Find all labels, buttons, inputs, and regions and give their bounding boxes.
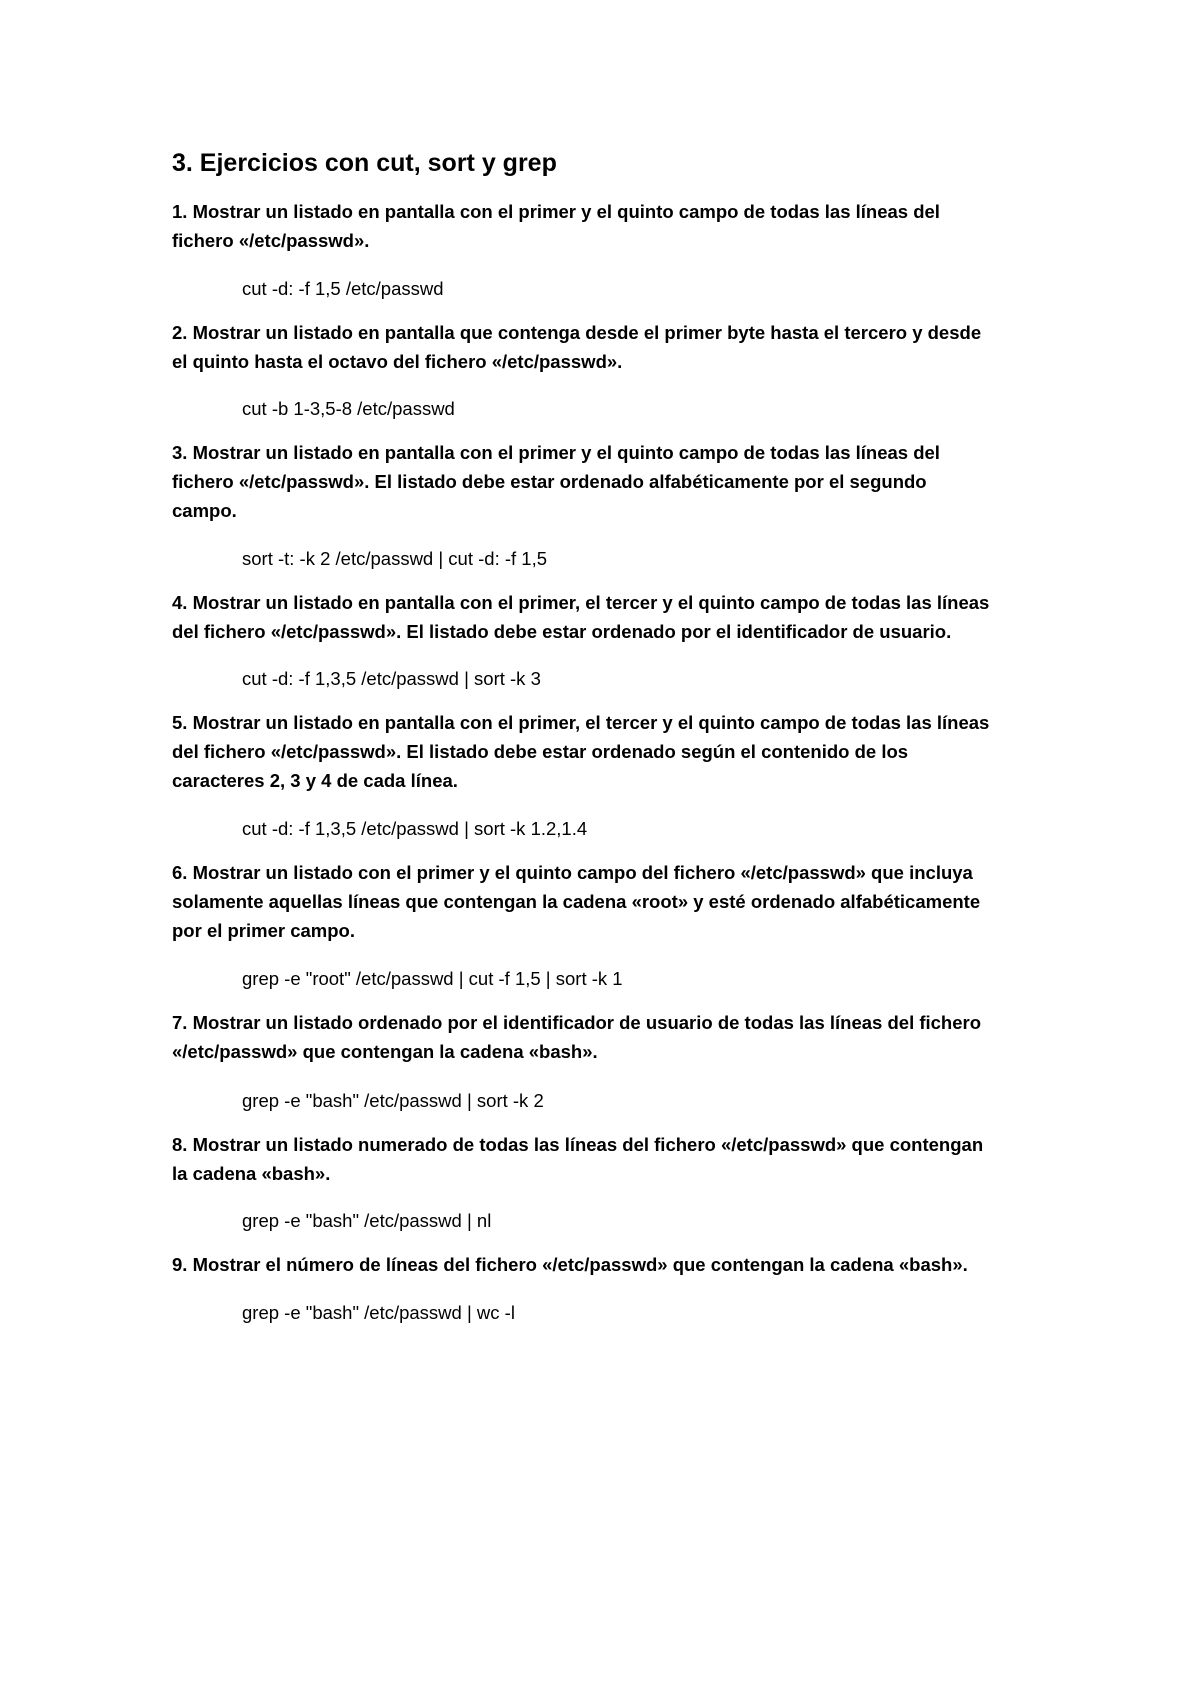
exercise-line: fichero «/etc/passwd». <box>172 230 370 251</box>
exercise-line: «/etc/passwd» que contengan la cadena «bash». <box>172 1041 598 1062</box>
exercise-6-command: grep -e "root" /etc/passwd | cut -f 1,5 | sort -k 1 <box>242 968 623 989</box>
exercise-line: 9. Mostrar el número de líneas del fichero «/etc/passwd» que contengan la cadena «bash». <box>172 1254 968 1275</box>
exercise-line: campo. <box>172 500 237 521</box>
exercise-line: 5. Mostrar un listado en pantalla con el primer, el tercer y el quinto campo de todas las líneas <box>172 712 990 733</box>
exercise-line: 6. Mostrar un listado con el primer y el quinto campo del fichero «/etc/passwd» que incluya <box>172 862 973 883</box>
exercise-line: del fichero «/etc/passwd». El listado debe estar ordenado por el identificador de usuario. <box>172 621 952 642</box>
exercise-8-statement <box>172 1130 983 1188</box>
exercise-1-command: cut -d: -f 1,5 /etc/passwd <box>242 278 444 299</box>
exercise-line: solamente aquellas líneas que contengan la cadena «root» y esté ordenado alfabéticamente <box>172 891 981 912</box>
exercise-7-statement <box>172 1008 981 1066</box>
exercise-line: la cadena «bash». <box>172 1163 331 1184</box>
exercise-line: del fichero «/etc/passwd». El listado debe estar ordenado según el contenido de los <box>172 741 909 762</box>
exercise-7-command: grep -e "bash" /etc/passwd | sort -k 2 <box>242 1090 544 1111</box>
exercise-5-command: cut -d: -f 1,3,5 /etc/passwd | sort -k 1.2,1.4 <box>242 818 588 839</box>
exercise-line: 2. Mostrar un listado en pantalla que contenga desde el primer byte hasta el tercero y desde <box>172 322 982 343</box>
exercise-8-command: grep -e "bash" /etc/passwd | nl <box>242 1210 492 1231</box>
exercise-1-statement <box>172 197 940 255</box>
exercise-line: por el primer campo. <box>172 920 355 941</box>
exercise-4-command: cut -d: -f 1,3,5 /etc/passwd | sort -k 3 <box>242 668 541 689</box>
exercise-2-statement <box>172 318 981 376</box>
exercise-line: fichero «/etc/passwd». El listado debe estar ordenado alfabéticamente por el segundo <box>172 471 927 492</box>
exercise-line: 4. Mostrar un listado en pantalla con el primer, el tercer y el quinto campo de todas las líneas <box>172 592 990 613</box>
exercise-9-statement <box>172 1250 968 1279</box>
exercise-9-command: grep -e "bash" /etc/passwd | wc -l <box>242 1302 515 1323</box>
exercise-3-command: sort -t: -k 2 /etc/passwd | cut -d: -f 1,5 <box>242 548 548 569</box>
exercise-4-statement <box>172 588 989 646</box>
exercise-line: 7. Mostrar un listado ordenado por el identificador de usuario de todas las líneas del fichero <box>172 1012 982 1033</box>
exercise-line: 8. Mostrar un listado numerado de todas las líneas del fichero «/etc/passwd» que contengan <box>172 1134 984 1155</box>
exercise-line: caracteres 2, 3 y 4 de cada línea. <box>172 770 458 791</box>
exercise-2-command: cut -b 1-3,5-8 /etc/passwd <box>242 398 455 419</box>
page-title: 3. Ejercicios con cut, sort y grep <box>172 149 557 177</box>
exercise-line: 3. Mostrar un listado en pantalla con el primer y el quinto campo de todas las líneas del <box>172 442 940 463</box>
exercise-line: 1. Mostrar un listado en pantalla con el primer y el quinto campo de todas las líneas del <box>172 201 940 222</box>
exercise-5-statement <box>172 708 989 795</box>
exercise-6-statement <box>172 858 980 945</box>
exercise-line: el quinto hasta el octavo del fichero «/etc/passwd». <box>172 351 623 372</box>
exercise-3-statement <box>172 438 940 525</box>
